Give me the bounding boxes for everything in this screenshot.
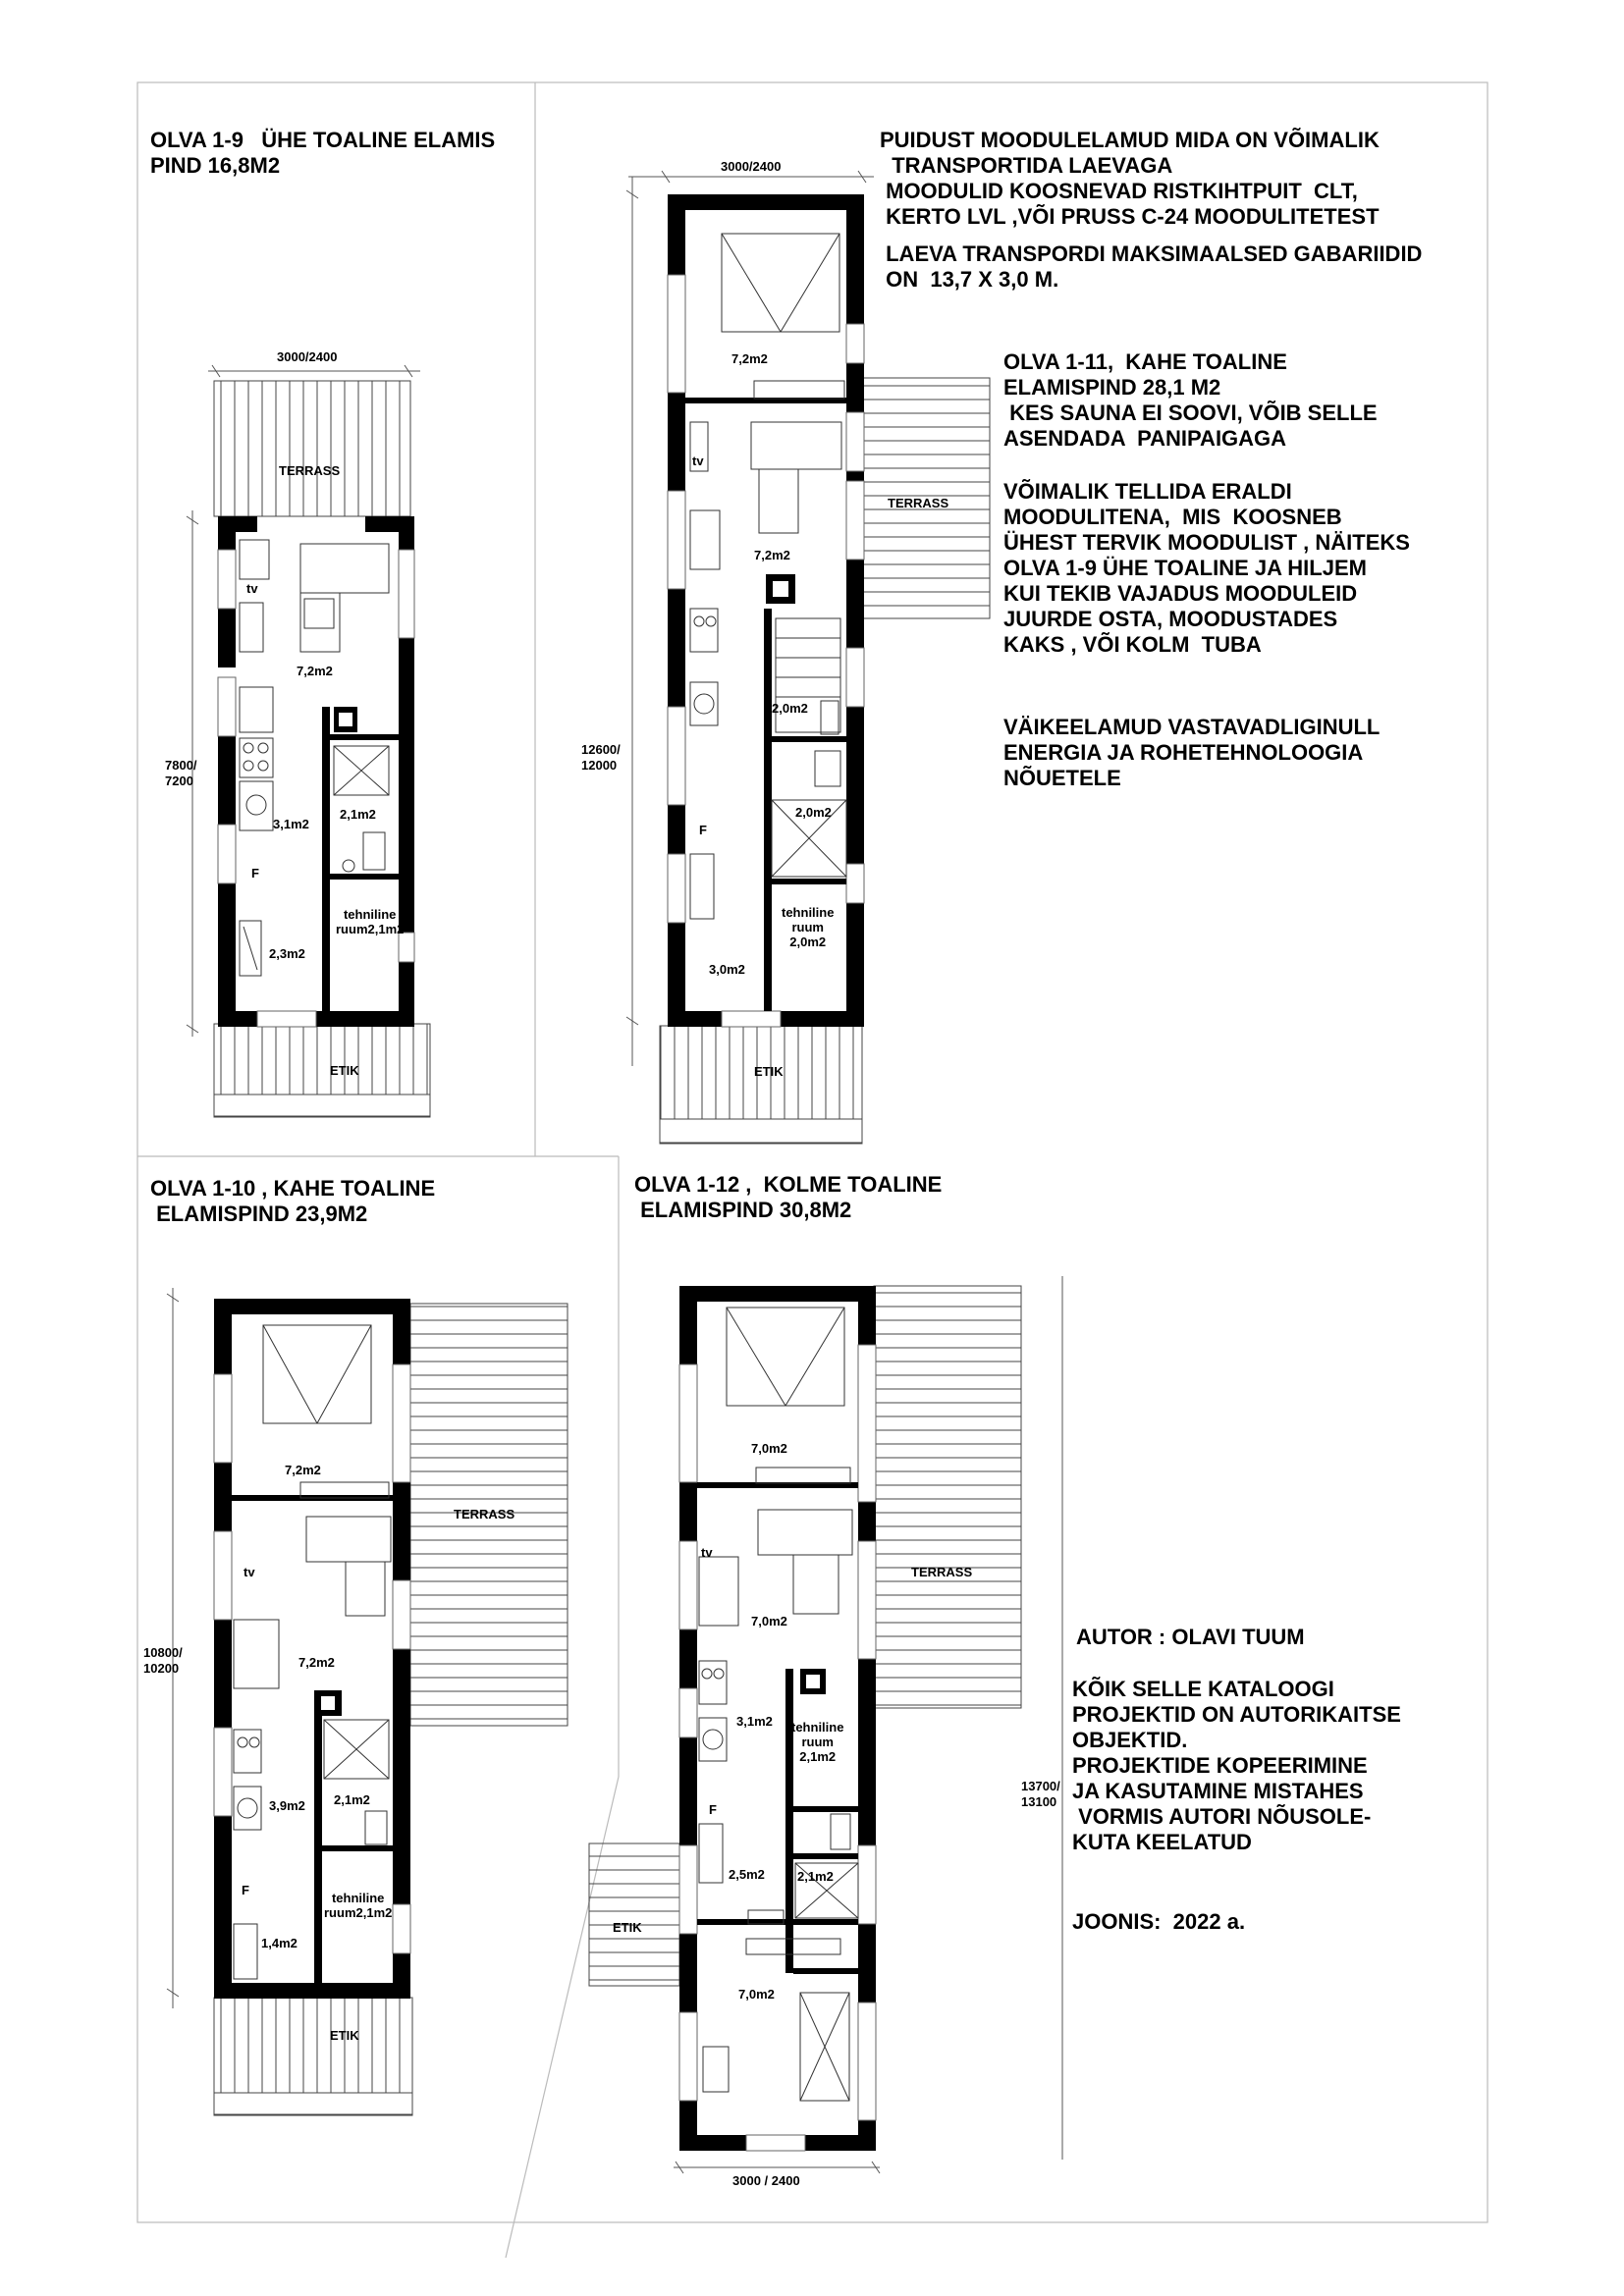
terrace-label: TERRASS: [454, 1507, 515, 1522]
length-dimension: 7800/ 7200: [165, 758, 197, 788]
plan-olva-1-11: [660, 194, 990, 1144]
terrace-deck: [214, 381, 410, 516]
room-area: 2,1m2: [340, 807, 376, 822]
fridge-label: F: [251, 866, 259, 881]
plan-olva-1-12: [589, 1286, 1021, 2151]
length-dimension: 10800/ 10200: [143, 1645, 183, 1676]
tv-label: tv: [692, 454, 704, 468]
tv-label: tv: [701, 1545, 713, 1560]
olva-1-10-title: OLVA 1-10 , KAHE TOALINE ELAMISPIND 23,9M2: [150, 1176, 436, 1226]
entry-step: [660, 1119, 862, 1143]
tv-label: tv: [246, 581, 258, 596]
terrace-label: TERRASS: [911, 1565, 973, 1579]
room-area: 1,4m2: [261, 1936, 298, 1950]
terrace-label: TERRASS: [888, 496, 949, 510]
fridge-label: F: [242, 1883, 249, 1897]
room-area: tehniline ruum 2,1m2: [791, 1720, 844, 1764]
room-area: 7,0m2: [751, 1441, 787, 1456]
plan-olva-1-9: [214, 381, 430, 1117]
olva-1-9-title: OLVA 1-9 ÜHE TOALINE ELAMIS PIND 16,8M2: [150, 128, 496, 178]
length-dimension: 13700/ 13100: [1021, 1779, 1060, 1809]
modules-text: VÕIMALIK TELLIDA ERALDI MOODULITENA, MIS KOOSNEB ÜHEST TERVIK MOODULIST , NÄITEKS OLVA 1-9 ÜHE TOALINE JA HILJEM KUI TEKIB VAJADUS MOODULEID JUURDE OSTA, MOODUSTADES KAKS , VÕI KOLM TUBA: [1003, 479, 1410, 657]
room-area: 3,1m2: [736, 1714, 773, 1729]
room-area: 7,2m2: [298, 1655, 335, 1670]
room-area: tehniline ruum 2,0m2: [782, 905, 835, 949]
terrace-label: TERRASS: [279, 463, 341, 478]
olva-1-12-title: OLVA 1-12 , KOLME TOALINE ELAMISPIND 30,8M2: [634, 1172, 943, 1222]
olva-1-11-description: OLVA 1-11, KAHE TOALINE ELAMISPIND 28,1 M2 KES SAUNA EI SOOVI, VÕIB SELLE ASENDADA PANIPAIGAGA: [1003, 349, 1378, 451]
terrace-deck: [874, 1286, 1021, 1708]
entry-step: [214, 1095, 430, 1116]
room-area: 3,0m2: [709, 962, 745, 977]
room-area: 7,2m2: [731, 351, 768, 366]
entry-deck: [589, 1843, 679, 1986]
fridge-label: F: [709, 1802, 717, 1817]
room-area: 2,1m2: [797, 1869, 834, 1884]
entry-label: ETIK: [613, 1920, 642, 1935]
entry-label: ETIK: [754, 1064, 784, 1079]
ship-dimensions-text: LAEVA TRANSPORDI MAKSIMAALSED GABARIIDID ON 13,7 X 3,0 M.: [886, 241, 1423, 292]
room-area: 2,3m2: [269, 946, 305, 961]
length-dimension: 12600/ 12000: [581, 742, 621, 773]
fridge-label: F: [699, 823, 707, 837]
entry-step: [214, 2093, 412, 2114]
width-dimension: 3000/2400: [277, 349, 338, 364]
width-dimension: 3000 / 2400: [732, 2173, 800, 2188]
room-area: 2,0m2: [772, 701, 808, 716]
entry-label: ETIK: [330, 2028, 359, 2043]
plan-olva-1-10: [214, 1299, 568, 2115]
tv-label: tv: [244, 1565, 255, 1579]
room-area: 7,0m2: [751, 1614, 787, 1629]
room-area: 3,9m2: [269, 1798, 305, 1813]
author-text: AUTOR : OLAVI TUUM: [1076, 1625, 1305, 1649]
room-area: 2,1m2: [334, 1792, 370, 1807]
room-area: 3,1m2: [273, 817, 309, 831]
drawing-year-text: JOONIS: 2022 a.: [1072, 1909, 1246, 1934]
room-area: 2,0m2: [795, 805, 832, 820]
room-area: 2,5m2: [729, 1867, 765, 1882]
room-area: 7,0m2: [738, 1987, 775, 2002]
intro-text: PUIDUST MOODULELAMUD MIDA ON VÕIMALIK TRANSPORTIDA LAEVAGA MOODULID KOOSNEVAD RISTKIHTPUIT CLT, KERTO LVL ,VÕI PRUSS C-24 MOODULITETEST: [880, 128, 1380, 229]
entry-label: ETIK: [330, 1063, 359, 1078]
room-area: 7,2m2: [754, 548, 790, 562]
room-area: 7,2m2: [297, 664, 333, 678]
room-area: 7,2m2: [285, 1463, 321, 1477]
copyright-text: KÕIK SELLE KATALOOGI PROJEKTID ON AUTORIKAITSE OBJEKTID. PROJEKTIDE KOPEERIMINE JA KASUTAMINE MISTAHES VORMIS AUTORI NÕUSOLE- KUTA KEELATUD: [1072, 1677, 1401, 1854]
room-area: tehniline ruum2,1m2: [324, 1891, 393, 1920]
energy-text: VÄIKEELAMUD VASTAVADLIGINULL ENERGIA JA ROHETEHNOLOOGIA NÕUETELE: [1003, 715, 1380, 790]
width-dimension: 3000/2400: [721, 159, 782, 174]
room-area: tehniline ruum2,1m2: [336, 907, 405, 936]
